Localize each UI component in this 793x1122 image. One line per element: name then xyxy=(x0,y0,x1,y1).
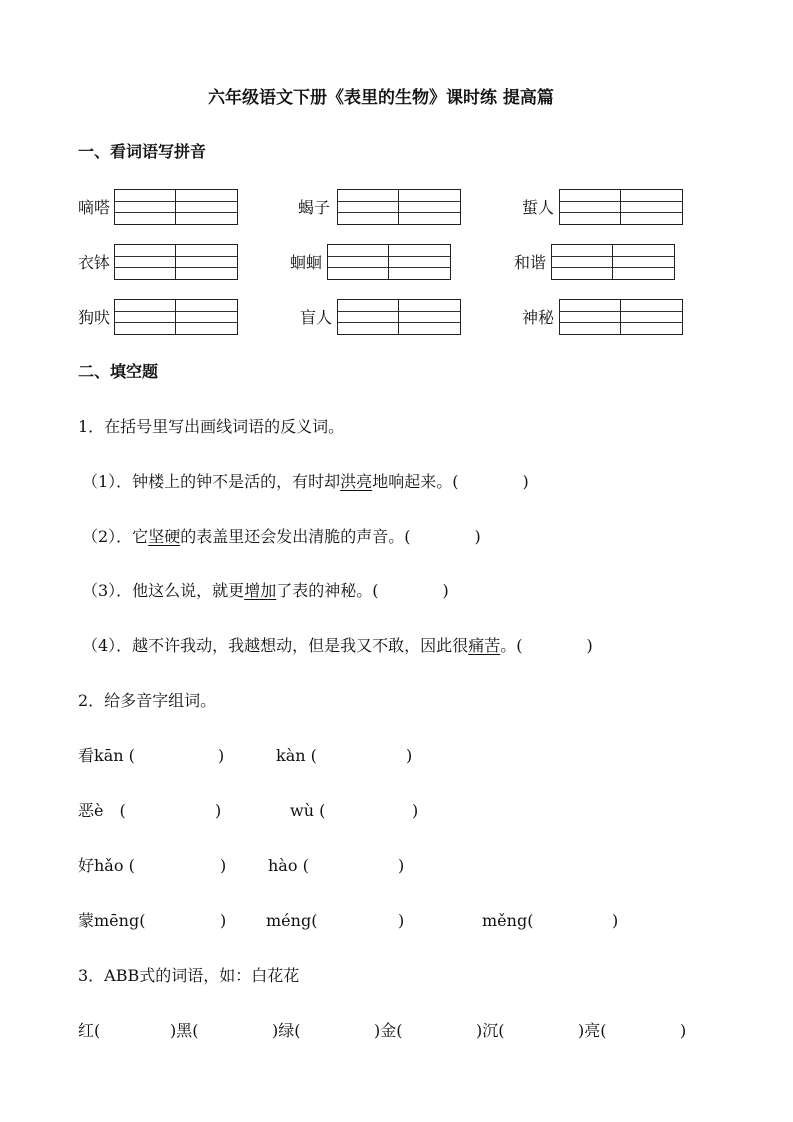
abb-text: ) xyxy=(680,1021,687,1040)
polyphone-text: měng( xyxy=(482,911,534,930)
section2-heading: 二、填空题 xyxy=(78,362,159,381)
pinyin-word: 衣钵 xyxy=(78,253,111,272)
abb-text: )沉( xyxy=(476,1021,505,1040)
abb-text: )黑( xyxy=(170,1021,199,1040)
q1-item: （4）．越不许我动，我越想动，但是我又不敢，因此很痛苦。( ) xyxy=(82,636,593,655)
polyphone-text: kàn ( xyxy=(276,746,317,765)
pinyin-grid[interactable] xyxy=(114,299,238,335)
q3-stem: 3．ABB式的词语，如：白花花 xyxy=(78,966,300,985)
q1-item: （3）．他这么说，就更增加了表的神秘。( ) xyxy=(82,581,449,600)
polyphone-text: ) xyxy=(398,911,405,930)
pinyin-word: 狗吠 xyxy=(78,308,111,327)
page-title: 六年级语文下册《表里的生物》课时练 提高篇 xyxy=(208,88,554,108)
polyphone-text: ) xyxy=(612,911,619,930)
pinyin-grid[interactable] xyxy=(551,244,675,280)
pinyin-word: 和谐 xyxy=(514,253,547,272)
polyphone-text: 好hǎo ( xyxy=(78,856,135,875)
polyphone-text: ) xyxy=(215,801,222,820)
pinyin-word: 嘀嗒 xyxy=(78,198,111,217)
polyphone-text: hào ( xyxy=(268,856,309,875)
underlined-word: 增加 xyxy=(244,581,277,600)
pinyin-grid[interactable] xyxy=(327,244,451,280)
pinyin-grid[interactable] xyxy=(337,189,461,225)
abb-text: )亮( xyxy=(578,1021,607,1040)
polyphone-text: ) xyxy=(218,746,225,765)
polyphone-text: ) xyxy=(398,856,405,875)
pinyin-grid[interactable] xyxy=(559,189,683,225)
abb-text: )金( xyxy=(374,1021,403,1040)
polyphone-text: ) xyxy=(220,856,227,875)
abb-text: )绿( xyxy=(272,1021,301,1040)
polyphone-text: ) xyxy=(220,911,227,930)
pinyin-word: 蛔蛔 xyxy=(290,253,323,272)
q1-item: （1）．钟楼上的钟不是活的，有时却洪亮地响起来。( ) xyxy=(82,472,529,491)
pinyin-grid[interactable] xyxy=(559,299,683,335)
section1-heading: 一、看词语写拼音 xyxy=(78,142,207,161)
polyphone-text: ) xyxy=(412,801,419,820)
q1-item: （2）．它坚硬的表盖里还会发出清脆的声音。( ) xyxy=(82,527,481,546)
pinyin-grid[interactable] xyxy=(337,299,461,335)
pinyin-grid[interactable] xyxy=(114,189,238,225)
pinyin-word: 蝎子 xyxy=(298,198,331,217)
q1-stem: 1．在括号里写出画线词语的反义词。 xyxy=(78,417,345,436)
pinyin-word: 盲人 xyxy=(300,308,333,327)
underlined-word: 洪亮 xyxy=(340,472,373,491)
pinyin-word: 神秘 xyxy=(522,308,555,327)
polyphone-text: 恶è ( xyxy=(78,801,126,820)
underlined-word: 坚硬 xyxy=(148,527,181,546)
pinyin-word: 蜇人 xyxy=(522,198,555,217)
polyphone-text: wù ( xyxy=(290,801,326,820)
underlined-word: 痛苦 xyxy=(468,636,501,655)
polyphone-text: ) xyxy=(406,746,413,765)
abb-text: 红( xyxy=(78,1021,101,1040)
polyphone-text: 看kān ( xyxy=(78,746,135,765)
q2-stem: 2．给多音字组词。 xyxy=(78,691,217,710)
pinyin-grid[interactable] xyxy=(114,244,238,280)
polyphone-text: 蒙mēng( xyxy=(78,911,146,930)
polyphone-text: méng( xyxy=(266,911,318,930)
